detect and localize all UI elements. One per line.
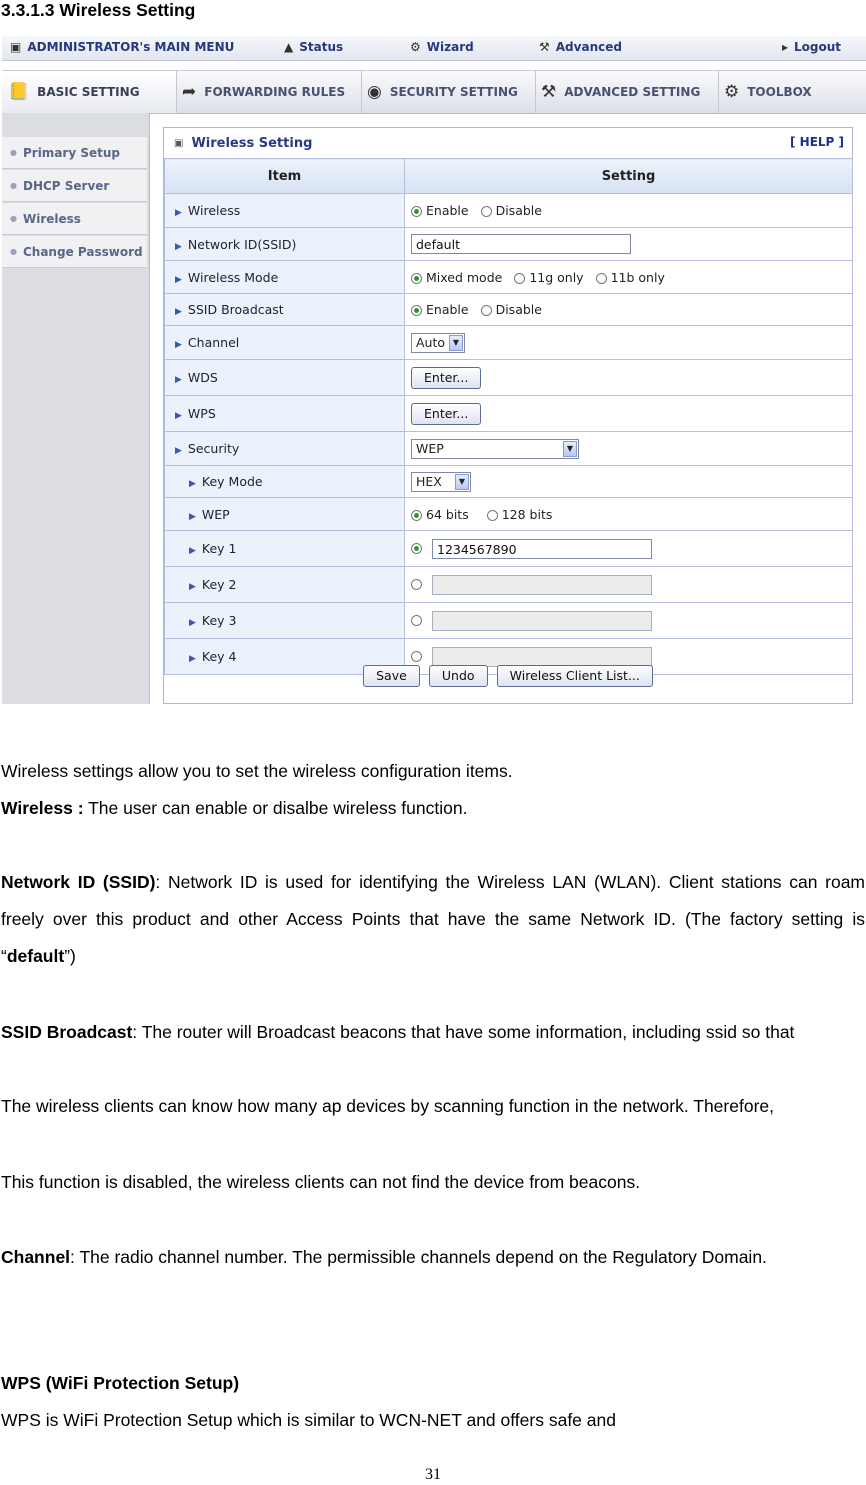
triangle-right-icon: ▶ xyxy=(175,241,182,252)
row-ssid xyxy=(165,228,853,261)
triangle-right-icon: ▶ xyxy=(189,654,196,664)
sidebar-item-wireless[interactable]: ● Wireless xyxy=(2,203,147,235)
triangle-right-icon: ▶ xyxy=(175,274,182,285)
label-ssid-broadcast: ▶ SSID Broadcast xyxy=(165,294,405,326)
key-mode-select[interactable]: HEX ▼ xyxy=(411,472,471,492)
notebook-icon: 📒 xyxy=(8,82,30,102)
row-key-3 xyxy=(165,603,853,639)
advanced-setting-icon: ⚒ xyxy=(541,82,557,102)
row-wps xyxy=(165,396,853,432)
panel-header xyxy=(164,128,852,158)
label-key-1: ▶ Key 1 xyxy=(165,531,405,567)
triangle-right-icon: ▶ xyxy=(189,479,196,489)
row-key-1 xyxy=(165,531,853,567)
mode-11g-radio[interactable]: 11g only xyxy=(514,270,583,285)
wep-64-radio[interactable]: 64 bits xyxy=(411,507,469,522)
label-wds: ▶ WDS xyxy=(165,360,405,396)
ssid-paragraph: Network ID (SSID): Network ID is used for identifying the Wireless LAN (WLAN). Client stations can roam freely over this product and other Access Points that have the same Network ID. (The factory setting is “default”) xyxy=(1,872,865,966)
radio-checked-icon xyxy=(411,206,422,217)
table-header-row xyxy=(165,159,853,194)
triangle-right-icon: ▶ xyxy=(175,307,182,317)
tab-forwarding-rules[interactable]: ➦ FORWARDING RULES xyxy=(176,71,362,113)
row-wireless xyxy=(165,194,853,228)
radio-unchecked-icon xyxy=(481,206,492,217)
panel-title: Wireless Setting xyxy=(191,135,313,151)
triangle-right-icon: ▶ xyxy=(175,411,182,421)
status-icon: ▲ xyxy=(284,40,294,54)
status-link[interactable]: ▲ Status xyxy=(284,40,344,54)
main-tabs xyxy=(2,70,866,114)
label-key-3: ▶ Key 3 xyxy=(165,603,405,639)
key-1-radio[interactable] xyxy=(411,543,422,554)
wep-128-radio[interactable]: 128 bits xyxy=(487,507,553,522)
radio-unchecked-icon xyxy=(514,273,525,284)
key-4-radio[interactable] xyxy=(411,651,422,662)
radio-checked-icon xyxy=(411,510,422,521)
tab-advanced-setting[interactable]: ⚒ ADVANCED SETTING xyxy=(535,71,719,113)
column-header-setting: Setting xyxy=(405,159,853,194)
row-ssid-broadcast xyxy=(165,294,853,326)
key-1-input[interactable]: 1234567890 xyxy=(432,539,652,559)
broadcast-paragraph: SSID Broadcast: The router will Broadcast beacons that have some information, including ssid so that xyxy=(1,1022,795,1042)
wireless-disable-radio[interactable]: Disable xyxy=(481,203,542,218)
label-wps: ▶ WPS xyxy=(165,396,405,432)
key-3-radio[interactable] xyxy=(411,615,422,626)
key-4-input[interactable] xyxy=(432,647,652,667)
row-wep xyxy=(165,498,853,531)
row-key-mode xyxy=(165,466,853,498)
bullet-icon: ● xyxy=(10,214,17,223)
help-link[interactable]: [ HELP ] xyxy=(789,135,844,149)
triangle-right-icon: ▶ xyxy=(189,618,196,628)
admin-main-menu[interactable]: ▣ ADMINISTRATOR's MAIN MENU xyxy=(10,40,235,54)
wizard-link[interactable]: ⚙ Wizard xyxy=(410,40,474,54)
wireless-paragraph: Wireless : The user can enable or disalbe wireless function. xyxy=(1,798,468,818)
security-icon: ◉ xyxy=(367,82,382,102)
undo-button[interactable]: Undo xyxy=(429,665,488,687)
row-security xyxy=(165,432,853,466)
key-3-input[interactable] xyxy=(432,611,652,631)
triangle-right-icon: ▶ xyxy=(189,511,196,522)
chevron-down-icon: ▼ xyxy=(455,474,469,490)
arrow-right-icon: ▸ xyxy=(782,40,789,54)
label-key-2: ▶ Key 2 xyxy=(165,567,405,603)
wps-heading: WPS (WiFi Protection Setup) xyxy=(1,1373,240,1393)
intro-paragraph: Wireless settings allow you to set the wireless configuration items. xyxy=(1,761,513,781)
mode-11b-radio[interactable]: 11b only xyxy=(596,270,665,285)
page-number: 31 xyxy=(425,1466,441,1483)
section-heading: 3.3.1.3 Wireless Setting xyxy=(1,0,196,20)
row-wireless-mode xyxy=(165,261,853,294)
radio-checked-icon xyxy=(411,305,422,316)
label-wep: ▶ WEP xyxy=(165,498,405,531)
radio-unchecked-icon xyxy=(481,305,492,316)
sidebar-item-primary-setup[interactable]: ● Primary Setup xyxy=(2,137,147,169)
triangle-right-icon: ▶ xyxy=(175,340,182,350)
broadcast-paragraph-2: The wireless clients can know how many ap devices by scanning function in the network. Therefore, xyxy=(1,1096,774,1116)
wps-paragraph: WPS is WiFi Protection Setup which is similar to WCN-NET and offers safe and xyxy=(1,1410,616,1430)
wireless-setting-panel xyxy=(163,127,853,704)
broadcast-disable-radio[interactable]: Disable xyxy=(481,302,542,317)
triangle-right-icon: ▶ xyxy=(175,446,182,456)
broadcast-paragraph-3: This function is disabled, the wireless clients can not find the device from beacons. xyxy=(1,1172,641,1192)
tab-basic-setting[interactable]: 📒 BASIC SETTING xyxy=(2,71,177,113)
advanced-icon: ⚒ xyxy=(539,40,550,54)
menu-square-icon: ▣ xyxy=(10,40,22,54)
wps-enter-button[interactable]: Enter... xyxy=(411,403,481,425)
key-2-input[interactable] xyxy=(432,575,652,595)
bullet-icon: ● xyxy=(10,181,17,190)
label-key-mode: ▶ Key Mode xyxy=(165,466,405,498)
triangle-right-icon: ▶ xyxy=(189,582,196,592)
wizard-icon: ⚙ xyxy=(410,40,421,54)
triangle-right-icon: ▶ xyxy=(175,208,182,218)
row-channel xyxy=(165,326,853,360)
bullet-icon: ● xyxy=(10,247,17,256)
column-header-item: Item xyxy=(165,159,405,194)
logout-link[interactable]: ▸ Logout xyxy=(782,40,842,54)
ssid-input[interactable]: default xyxy=(411,234,631,254)
radio-unchecked-icon xyxy=(596,273,607,284)
forward-icon: ➦ xyxy=(182,82,197,102)
chevron-down-icon: ▼ xyxy=(449,335,463,351)
radio-unchecked-icon xyxy=(487,510,498,521)
wireless-client-list-button[interactable]: Wireless Client List... xyxy=(497,665,653,687)
triangle-right-icon: ▶ xyxy=(175,375,182,385)
toolbox-icon: ⚙ xyxy=(724,82,740,102)
label-security: ▶ Security xyxy=(165,432,405,466)
broadcast-enable-radio[interactable]: Enable xyxy=(411,302,469,317)
sidebar-item-dhcp-server[interactable]: ● DHCP Server xyxy=(2,170,147,202)
panel-square-icon: ▣ xyxy=(174,137,184,149)
wireless-enable-radio[interactable]: Enable xyxy=(411,203,469,218)
row-key-2 xyxy=(165,567,853,603)
security-select[interactable]: WEP ▼ xyxy=(411,439,579,459)
advanced-link[interactable]: ⚒ Advanced xyxy=(539,40,622,54)
label-channel: ▶ Channel xyxy=(165,326,405,360)
top-menu xyxy=(2,36,866,61)
save-button[interactable]: Save xyxy=(363,665,420,687)
row-wds xyxy=(165,360,853,396)
radio-checked-icon xyxy=(411,273,422,284)
sidebar-item-change-password[interactable]: ● Change Password xyxy=(2,236,147,268)
router-screenshot xyxy=(0,36,866,704)
triangle-right-icon: ▶ xyxy=(189,546,196,556)
left-sidebar xyxy=(2,113,150,704)
mode-mixed-radio[interactable]: Mixed mode xyxy=(411,270,502,285)
channel-paragraph: Channel: The radio channel number. The permissible channels depend on the Regulatory Domain. xyxy=(1,1247,767,1267)
settings-table xyxy=(164,158,853,675)
label-wireless: ▶ Wireless xyxy=(165,194,405,228)
label-wireless-mode: ▶ Wireless Mode xyxy=(165,261,405,294)
label-key-4: ▶ Key 4 xyxy=(165,639,405,675)
tab-security-setting[interactable]: ◉ SECURITY SETTING xyxy=(361,71,536,113)
channel-select[interactable]: Auto ▼ xyxy=(411,333,465,353)
wds-enter-button[interactable]: Enter... xyxy=(411,367,481,389)
key-2-radio[interactable] xyxy=(411,579,422,590)
tab-toolbox[interactable]: ⚙ TOOLBOX xyxy=(724,82,812,102)
label-ssid: ▶ Network ID(SSID) xyxy=(165,228,405,261)
chevron-down-icon: ▼ xyxy=(563,441,577,457)
action-buttons xyxy=(164,665,852,687)
bullet-icon: ● xyxy=(10,148,17,157)
